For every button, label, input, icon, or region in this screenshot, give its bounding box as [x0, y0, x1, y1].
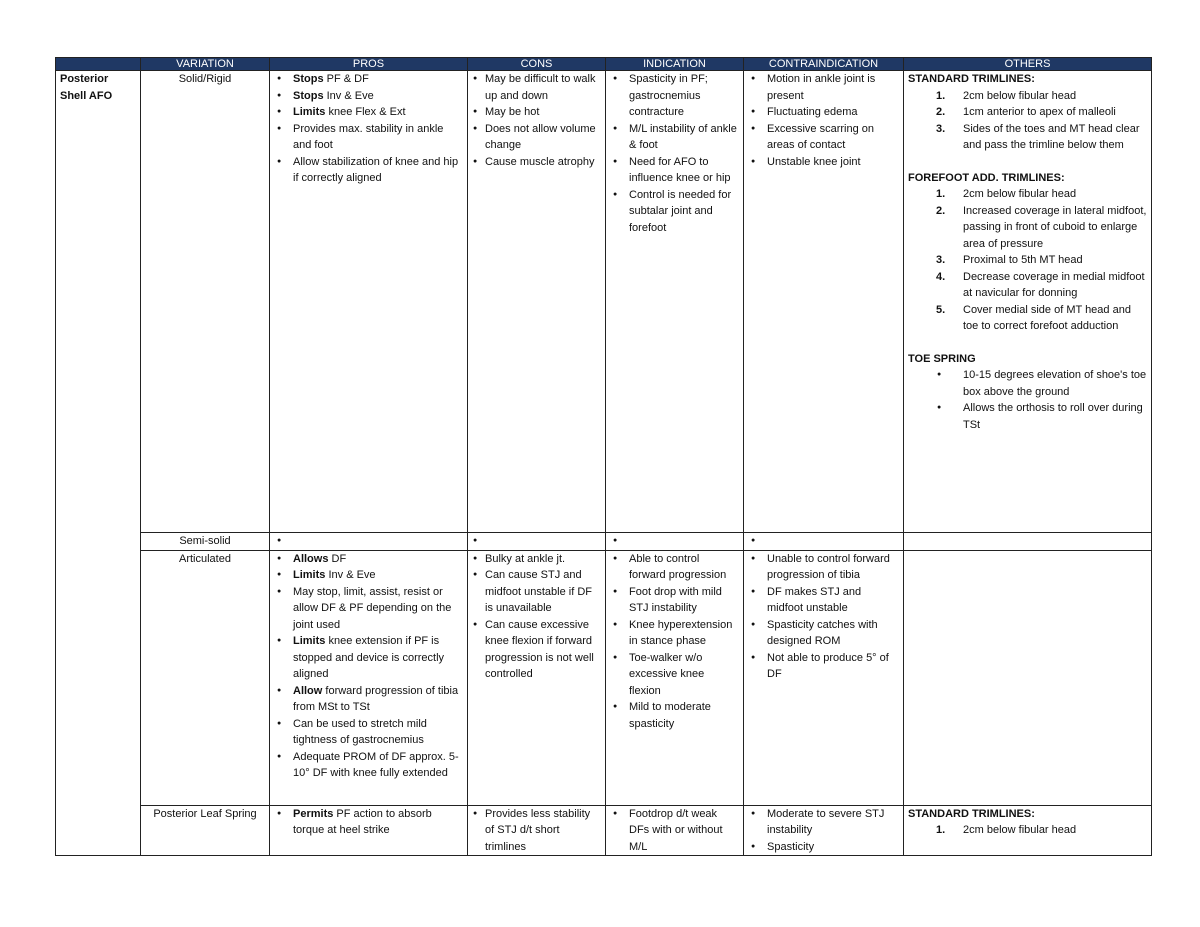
list-item: ● Not able to produce 5° of DF: [748, 650, 899, 683]
item-text: knee extension if PF is stopped and device is correctly aligned: [293, 635, 445, 680]
list-item: ● Knee hyperextension in stance phase: [610, 617, 739, 650]
others-solid: [904, 71, 1152, 533]
standard-trimlines-title: STANDARD TRIMLINES:: [908, 73, 1035, 85]
item-number: 4.: [936, 270, 946, 283]
list-item: ● Cause muscle atrophy: [472, 154, 601, 171]
item-emphasis: Limits: [293, 569, 326, 581]
list-item: ● Provides less stability of STJ d/t short trimlines: [472, 806, 601, 856]
list-item: ● Allows the orthosis to roll over during TSt: [908, 400, 1147, 433]
list-item: [908, 252, 1147, 269]
list-item: [274, 749, 463, 782]
list-item: ● 10-15 degrees elevation of shoe's toe box above the ground: [908, 367, 1147, 400]
item-emphasis: Stops: [293, 89, 324, 102]
pros-leaf: [270, 805, 468, 856]
others-leaf: [904, 805, 1152, 856]
item-number: 2.: [936, 106, 946, 118]
item-emphasis: Allows: [293, 552, 329, 565]
list-item: [908, 822, 1147, 839]
item-text: Inv & Eve: [325, 569, 376, 581]
item-emphasis: Limits: [293, 635, 326, 647]
header-variation: VARIATION: [141, 58, 270, 71]
list-item: ● Fluctuating edema: [748, 104, 899, 121]
list-item: [908, 121, 1147, 154]
variation-leaf: Posterior Leaf Spring: [141, 805, 270, 856]
list-item: ● Spasticity in PF; gastrocnemius contracture: [610, 71, 739, 121]
header-indication: INDICATION: [606, 58, 744, 71]
item-number: 2.: [936, 204, 946, 217]
row-semi-solid: [56, 533, 1152, 551]
header-contraindication: CONTRAINDICATION: [744, 58, 904, 71]
others-articulated: [904, 550, 1152, 805]
list-item: ● May be difficult to walk up and down: [472, 71, 601, 104]
contra-articulated: [744, 550, 904, 805]
list-item: ● Bulky at ankle jt.: [472, 551, 601, 568]
cons-solid: [468, 71, 606, 533]
contra-semi: [744, 533, 904, 551]
list-item: ● Toe-walker w/o excessive knee flexion: [610, 650, 739, 700]
item-emphasis: Permits: [293, 807, 334, 820]
header-blank: [56, 58, 141, 71]
item-text: 2cm below fibular head: [963, 89, 1077, 102]
list-item: [274, 88, 463, 105]
item-number: 1.: [936, 188, 946, 200]
header-cons: CONS: [468, 58, 606, 71]
item-text: Provides max. stability in ankle and foot: [293, 122, 444, 151]
list-item: [274, 567, 463, 584]
list-item: [274, 71, 463, 88]
toe-spring-title: TOE SPRING: [908, 352, 976, 365]
list-item: [274, 584, 463, 634]
indication-solid: [606, 71, 744, 533]
item-text: Cover medial side of MT head and toe to correct forefoot adduction: [963, 303, 1131, 332]
variation-semi: Semi-solid: [141, 533, 270, 551]
list-item: ● Spasticity catches with designed ROM: [748, 617, 899, 650]
cons-semi: [468, 533, 606, 551]
item-text: 1cm anterior to apex of malleoli: [963, 106, 1116, 118]
pros-articulated: [270, 550, 468, 805]
header-row: [56, 58, 1152, 71]
item-number: 3.: [936, 122, 946, 135]
list-item: ● Mild to moderate spasticity: [610, 699, 739, 732]
list-item: ● Footdrop d/t weak DFs with or without M/L: [610, 806, 739, 856]
item-text: Allow stabilization of knee and hip if correctly aligned: [293, 155, 459, 184]
list-item: ● Can cause excessive knee flexion if forward progression is not well controlled: [472, 617, 601, 683]
item-emphasis: Stops: [293, 73, 324, 85]
list-item: ● Control is needed for subtalar joint and forefoot: [610, 187, 739, 237]
item-text: Inv & Eve: [323, 89, 374, 102]
indication-articulated: [606, 550, 744, 805]
list-item: ● Spasticity: [748, 839, 899, 856]
row-posterior-leaf-spring: [56, 805, 1152, 856]
pros-semi: [270, 533, 468, 551]
contra-solid: [744, 71, 904, 533]
list-item: [274, 683, 463, 716]
list-item: ● Can cause STJ and midfoot unstable if DF is unavailable: [472, 567, 601, 617]
list-item: ● Unstable knee joint: [748, 154, 899, 171]
leaf-trimlines-title: STANDARD TRIMLINES:: [908, 807, 1035, 820]
list-item: ● Excessive scarring on areas of contact: [748, 121, 899, 154]
header-others: OTHERS: [904, 58, 1152, 71]
item-number: 1.: [936, 824, 946, 836]
list-item: ● Able to control forward progression: [610, 551, 739, 584]
list-item: [908, 302, 1147, 335]
contra-leaf: [744, 805, 904, 856]
row-articulated: [56, 550, 1152, 805]
variation-solid: Solid/Rigid: [141, 71, 270, 533]
item-text: forward progression of tibia from MSt to TSt: [293, 684, 459, 713]
variation-articulated: Articulated: [141, 550, 270, 805]
list-item: [274, 716, 463, 749]
list-item: [274, 633, 463, 683]
list-item: [274, 104, 463, 121]
item-text: May stop, limit, assist, resist or allow DF & PF depending on the joint used: [293, 585, 452, 631]
item-number: 1.: [936, 89, 946, 102]
list-item: [274, 121, 463, 154]
list-item: ● Motion in ankle joint is present: [748, 71, 899, 104]
item-text: Decrease coverage in medial midfoot at navicular for donning: [963, 270, 1145, 299]
header-pros: PROS: [270, 58, 468, 71]
list-item: [274, 806, 463, 839]
indication-leaf: [606, 805, 744, 856]
list-item: [274, 154, 463, 187]
list-item: [908, 186, 1147, 203]
pros-solid: [270, 71, 468, 533]
item-text: 2cm below fibular head: [963, 188, 1077, 200]
list-item: [908, 269, 1147, 302]
item-text: PF action to absorb torque at heel strike: [293, 807, 432, 836]
cons-articulated: [468, 550, 606, 805]
item-text: Sides of the toes and MT head clear and pass the trimline below them: [963, 122, 1140, 151]
list-item: [908, 203, 1147, 253]
list-item: ● Does not allow volume change: [472, 121, 601, 154]
indication-semi: [606, 533, 744, 551]
item-text: knee Flex & Ext: [325, 106, 406, 118]
list-item: ● DF makes STJ and midfoot unstable: [748, 584, 899, 617]
item-text: DF: [328, 552, 347, 565]
others-semi: [904, 533, 1152, 551]
item-emphasis: Limits: [293, 106, 326, 118]
list-item: ● Moderate to severe STJ instability: [748, 806, 899, 839]
item-text: Increased coverage in lateral midfoot, passing in front of cuboid to enlarge area of pressure: [963, 204, 1147, 250]
item-text: Adequate PROM of DF approx. 5-10° DF with knee fully extended: [293, 750, 459, 779]
list-item: ● May be hot: [472, 104, 601, 121]
item-text: 2cm below fibular head: [963, 824, 1077, 836]
cons-leaf: [468, 805, 606, 856]
row-solid-rigid: [56, 71, 1152, 533]
list-item: ● Foot drop with mild STJ instability: [610, 584, 739, 617]
item-number: 3.: [936, 254, 946, 266]
item-number: 5.: [936, 303, 946, 316]
list-item: ● Need for AFO to influence knee or hip: [610, 154, 739, 187]
item-text: PF & DF: [323, 73, 369, 85]
group-label: Posterior Shell AFO: [56, 71, 141, 856]
list-item: [908, 88, 1147, 105]
item-text: Proximal to 5th MT head: [963, 254, 1083, 266]
list-item: ● Unable to control forward progression of tibia: [748, 551, 899, 584]
list-item: ● M/L instability of ankle & foot: [610, 121, 739, 154]
list-item: [274, 551, 463, 568]
item-emphasis: Allow: [293, 684, 323, 697]
item-text: Can be used to stretch mild tightness of gastrocnemius: [293, 717, 427, 746]
afo-table: [55, 57, 1152, 856]
forefoot-trimlines-title: FOREFOOT ADD. TRIMLINES:: [908, 171, 1065, 184]
list-item: [908, 104, 1147, 121]
